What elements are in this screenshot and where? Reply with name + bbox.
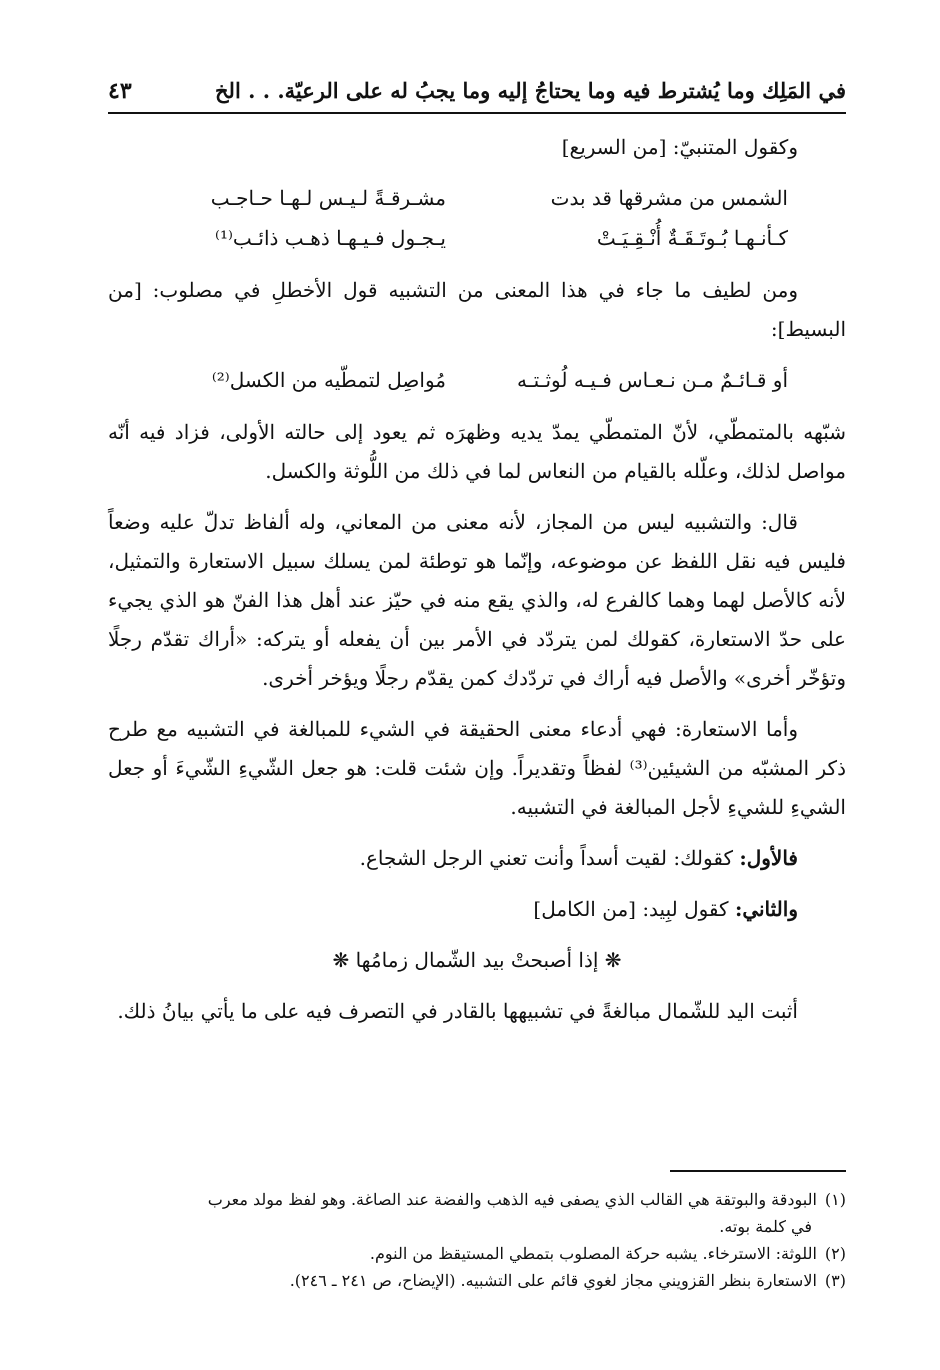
footnote-1 [108,1186,846,1213]
second-label: والثاني: [734,897,798,921]
second-example [108,890,846,929]
paragraph-qal: قال: والتشبيه ليس من المجاز، لأنه معنى من المعاني، وله ألفاظ تدلّ عليه وضعاً فليس فيه نقل اللفظ عن موضوعه، وإنّما هو توطئة لمن يسلك سبيل الاستعارة والتمثيل، لأنه كالأصل لهما وهما كالفرع له، والذي يقع منه في حيّز عند أهل هذا الفنّ هو الذي يجيء على حدّ الاستعارة، كقولك لمن يتردّد في الأمر بين أن يفعله أو يتركه: «أراك تقدّم رجلًا وتؤخّر أخرى» والأصل فيه أراك في تردّدك كمن يقدّم رجلًا ويؤخر أخرى. [108,510,846,690]
running-header [108,72,846,114]
paragraph-istiara: وأما الاستعارة: فهي أدعاء معنى الحقيقة في الشيء للمبالغة في التشبيه مع طرح ذكر المشبّه من الشيئين⁽³⁾ لفظاً وتقديراً. وإن شئت قلت: هو جعل الشّيءِ الشّيءَ أو جعل الشيءِ للشيءِ لأجل المبالغة في التشبيه. [108,717,846,819]
verse-line-2 [108,219,846,259]
footnote-2 [108,1240,846,1267]
verse-1-line-1-second-hemistich: مشـرقـةً لـيـس لـهـا حـاجـب [210,186,446,210]
main-text [108,128,846,1031]
labid-verse: ❋ إذا أصبحتْ بيد الشّمال زمامُها ❋ [332,948,622,972]
verse-2-first-hemistich: أو قـائـمٌ مـن نـعـاس فـيـه لُوثـتـه [517,368,788,392]
intro-mutanabbi: وكقول المتنبيّ: [من السريع] [561,135,798,159]
verse-1-line-1-first-hemistich: الشمس من مشرقها قد بدت [550,186,788,210]
footnote-1-continuation: في كلمة بوته. [719,1217,812,1236]
footnotes [108,1186,846,1294]
footnote-1-number: (١) [824,1190,846,1209]
footnote-2-number: (٢) [824,1244,846,1263]
first-label: فالأول: [739,846,798,870]
verse-1-line-2-second-hemistich: يـجـول فـيـهـا ذهـب ذائـب⁽¹⁾ [215,226,446,250]
first-example [108,839,846,878]
footnote-2-text: اللوثة: الاسترخاء. يشبه حركة المصلوب بتمطي المستيقظ من النوم. [369,1244,817,1263]
footnote-3-number: (٣) [824,1271,846,1290]
paragraph-athbata: أثبت اليد للشّمال مبالغةً في تشبيهها بالقادر في التصرف فيه على ما يأتي بيانُ ذلك. [117,999,798,1023]
verse-line-1 [108,179,846,219]
page-number: ٤٣ [108,78,132,104]
second-text: كقول لبِيد: [من الكامل] [533,897,735,921]
verse-2-second-hemistich: مُواصِل لتمطّيه من الكسل⁽²⁾ [211,368,446,392]
paragraph-shabbahahu: شبّهه بالمتمطّي، لأنّ المتمطّي يمدّ يديه وظهرَه ثم يعود إلى حالته الأولى، فزاد فيه أنّه مواصل لذلك، وعلّله بالقيام من النعاس لما في ذلك من اللُّوثة والكسل. [108,420,846,483]
footnote-divider [670,1170,846,1172]
footnote-3 [108,1267,846,1294]
verse-1-line-2-first-hemistich: كـأنـهـا بُـوتَـقَـةٌ أُنْـقِـيَـتْ [596,226,788,250]
intro-akhtal: ومن لطيف ما جاء في هذا المعنى من التشبيه قول الأخطلِ في مصلوب: [من البسيط]: [108,278,846,341]
header-title: في المَلِك وما يُشترط فيه وما يحتاجُ إليه وما يجبُ له على الرعيّة. . . الخ [214,78,846,103]
first-text: كقولك: لقيت أسداً وأنت تعني الرجل الشجاع. [359,846,740,870]
footnote-1-text: البودقة والبوتقة هي القالب الذي يصفى فيه الذهب والفضة عند الصاغة. وهو لفظ مولد معرب [207,1190,817,1209]
footnote-3-text: الاستعارة بنظر القزويني مجاز لغوي قائم على التشبيه. (الإيضاح، ص ٢٤١ ـ ٢٤٦). [289,1271,817,1290]
verse-akhtal [108,361,846,401]
